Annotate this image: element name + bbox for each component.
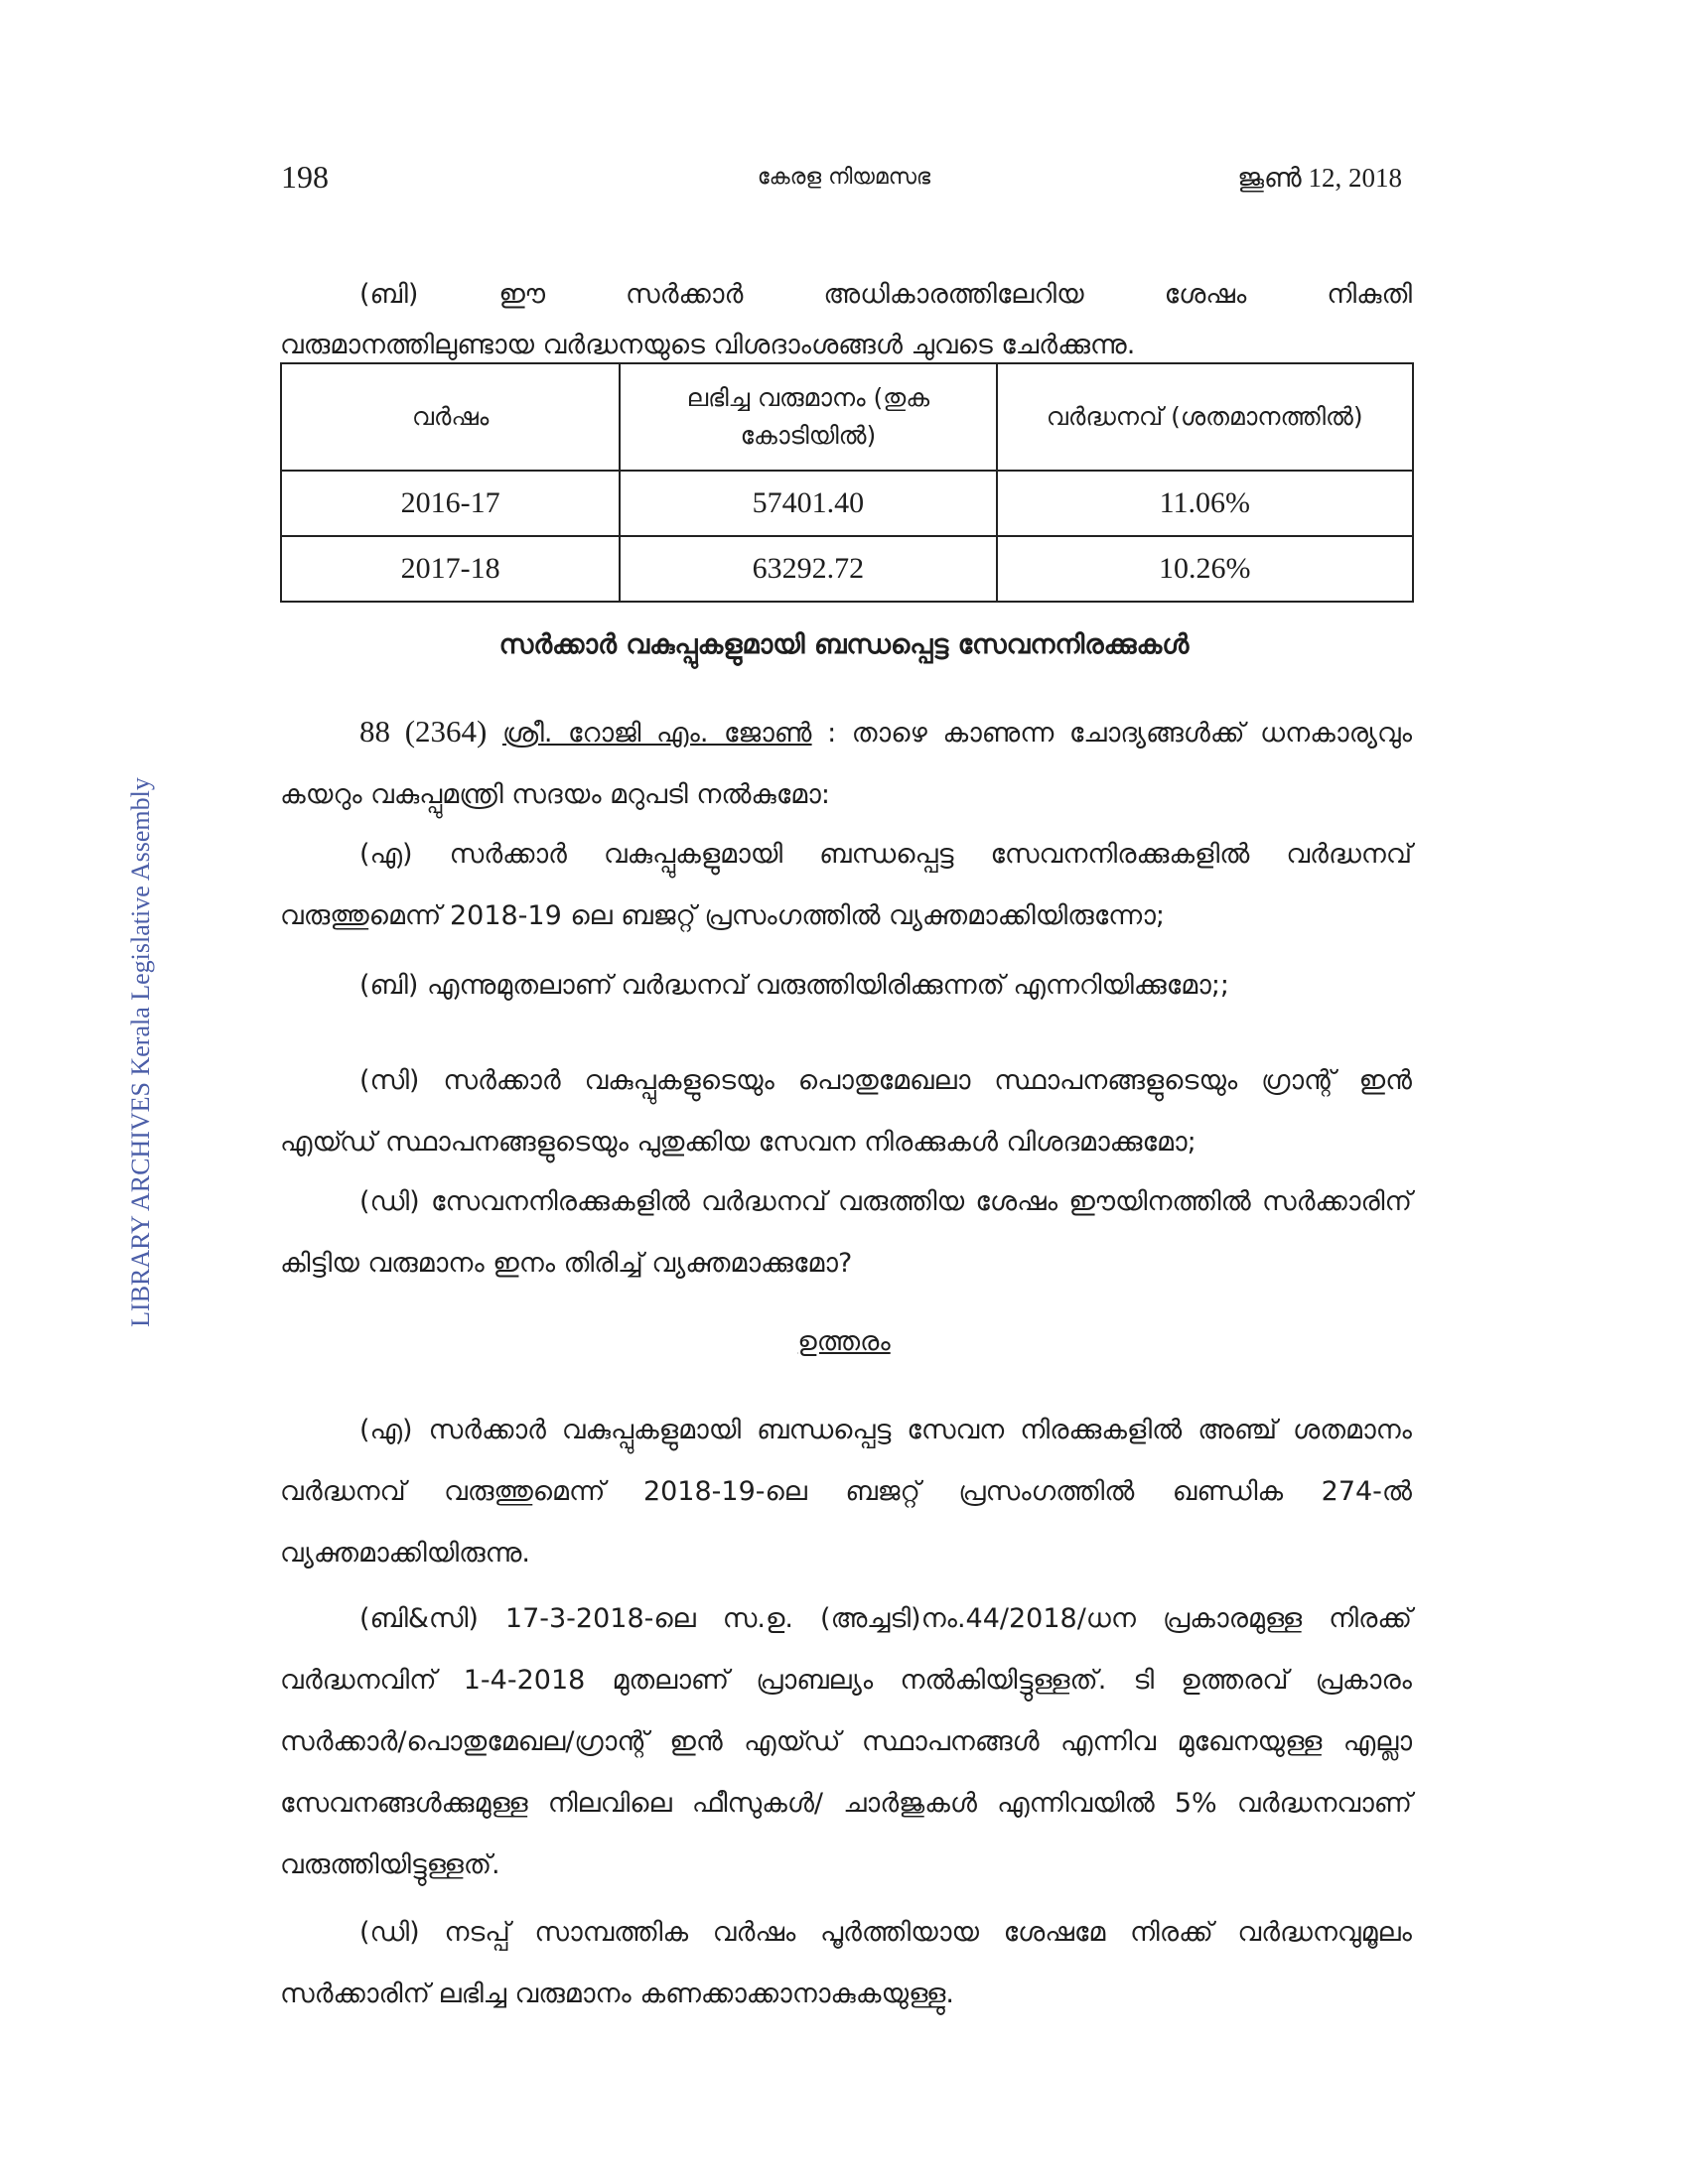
table-cell-revenue: 63292.72 <box>620 536 996 602</box>
question-intro <box>280 701 1412 826</box>
answer-a: (എ) സർക്കാർ വകുപ്പുകളുമായി ബന്ധപ്പെട്ട സേവന നിരക്കുകളിൽ അഞ്ച് ശതമാനം വർദ്ധനവ് വരുത്തുമെന്ന് 2018-19-ലെ ബജറ്റ് പ്രസംഗത്തിൽ ഖണ്ഡിക 274-ൽ വ്യക്തമാക്കിയിരുന്നു. <box>280 1415 1412 1569</box>
question-d: (ഡി) സേവനനിരക്കുകളിൽ വർദ്ധനവ് വരുത്തിയ ശേഷം ഈയിനത്തിൽ സർക്കാരിന് കിട്ടിയ വരുമാനം ഇനം തിരിച്ച് വ്യക്തമാക്കുമോ? <box>280 1186 1412 1279</box>
question-a: (എ) സർക്കാർ വകുപ്പുകളുമായി ബന്ധപ്പെട്ട സേവനനിരക്കുകളിൽ വർദ്ധനവ് വരുത്തുമെന്ന് 2018-19 ലെ ബജറ്റ് പ്രസംഗത്തിൽ വ്യക്തമാക്കിയിരുന്നോ; <box>280 839 1412 931</box>
revenue-table <box>280 362 1414 603</box>
archive-watermark: LIBRARY ARCHIVES Kerala Legislative Assembly <box>126 777 155 1327</box>
column-header-growth: വർദ്ധനവ് (ശതമാനത്തിൽ) <box>997 363 1413 471</box>
intro-paragraph <box>280 264 1412 365</box>
member-name: ശ്രീ. റോജി എം. ജോൺ <box>501 718 812 749</box>
table-header-row <box>281 363 1413 471</box>
table-cell-growth: 11.06% <box>997 471 1413 536</box>
question-number: 88 (2364) <box>359 714 488 749</box>
question-intro-text: : താഴെ കാണുന്ന ചോദ്യങ്ങൾക്ക് ധനകാര്യവും കയറും വകുപ്പുമന്ത്രി സദയം മറുപടി നൽകുമോ: <box>280 718 1413 810</box>
publication-title: കേരള നിയമസഭ <box>757 165 931 190</box>
table-row <box>281 471 1413 536</box>
answer-bc: (ബി&സി) 17-3-2018-ലെ സ.ഉ. (അച്ചടി)നം.44/2018/ധന പ്രകാരമുള്ള നിരക്ക് വർദ്ധനവിന് 1-4-2018 മുതലാണ് പ്രാബല്യം നൽകിയിട്ടുള്ളത്. ടി ഉത്തരവ് പ്രകാരം സർക്കാർ/പൊതുമേഖല/ഗ്രാന്റ് ഇൻ എയ്ഡ് സ്ഥാപനങ്ങൾ എന്നിവ മുഖേനയുള്ള എല്ലാ സേവനങ്ങൾക്കുമുള്ള നിലവിലെ ഫീസുകൾ/ ചാർജുകൾ എന്നിവയിൽ 5% വർദ്ധനവാണ് വരുത്തിയിട്ടുള്ളത്. <box>280 1603 1412 1880</box>
intro-line-2: വരുമാനത്തിലുണ്ടായ വർദ്ധനയുടെ വിശദാംശങ്ങൾ ചുവടെ ചേർക്കുന്നു. <box>280 330 1136 360</box>
question-c: (സി) സർക്കാർ വകുപ്പുകളുടെയും പൊതുമേഖലാ സ്ഥാപനങ്ങളുടെയും ഗ്രാന്റ് ഇൻ എയ്ഡ് സ്ഥാപനങ്ങളുടെയും പുതുക്കിയ സേവന നിരക്കുകൾ വിശദമാക്കുമോ; <box>280 1065 1412 1158</box>
intro-line-1: (ബി) ഈ സർക്കാർ അധികാരത്തിലേറിയ ശേഷം നികുതി <box>359 279 1412 310</box>
table-cell-year: 2016-17 <box>281 471 620 536</box>
answer-d: (ഡി) നടപ്പ് സാമ്പത്തിക വർഷം പൂർത്തിയായ ശേഷമേ നിരക്ക് വർദ്ധനവുമൂലം സർക്കാരിന് ലഭിച്ച വരുമാനം കണക്കാക്കാനാകുകയുള്ളു. <box>280 1917 1412 2009</box>
section-heading: സർക്കാർ വകുപ്പുകളുമായി ബന്ധപ്പെട്ട സേവനനിരക്കുകൾ <box>498 629 1190 660</box>
table-cell-revenue: 57401.40 <box>620 471 996 536</box>
answer-heading: ഉത്തരം <box>797 1326 891 1357</box>
page-number: 198 <box>281 159 329 195</box>
table-cell-year: 2017-18 <box>281 536 620 602</box>
table-row <box>281 536 1413 602</box>
header-date: ജൂൺ 12, 2018 <box>1237 163 1402 193</box>
column-header-revenue: ലഭിച്ച വരുമാനം (തുക കോടിയിൽ) <box>620 363 996 471</box>
question-b: (ബി) എന്നുമുതലാണ് വർദ്ധനവ് വരുത്തിയിരിക്കുന്നത് എന്നറിയിക്കുമോ;; <box>359 970 1230 1001</box>
table-cell-growth: 10.26% <box>997 536 1413 602</box>
column-header-year: വർഷം <box>281 363 620 471</box>
